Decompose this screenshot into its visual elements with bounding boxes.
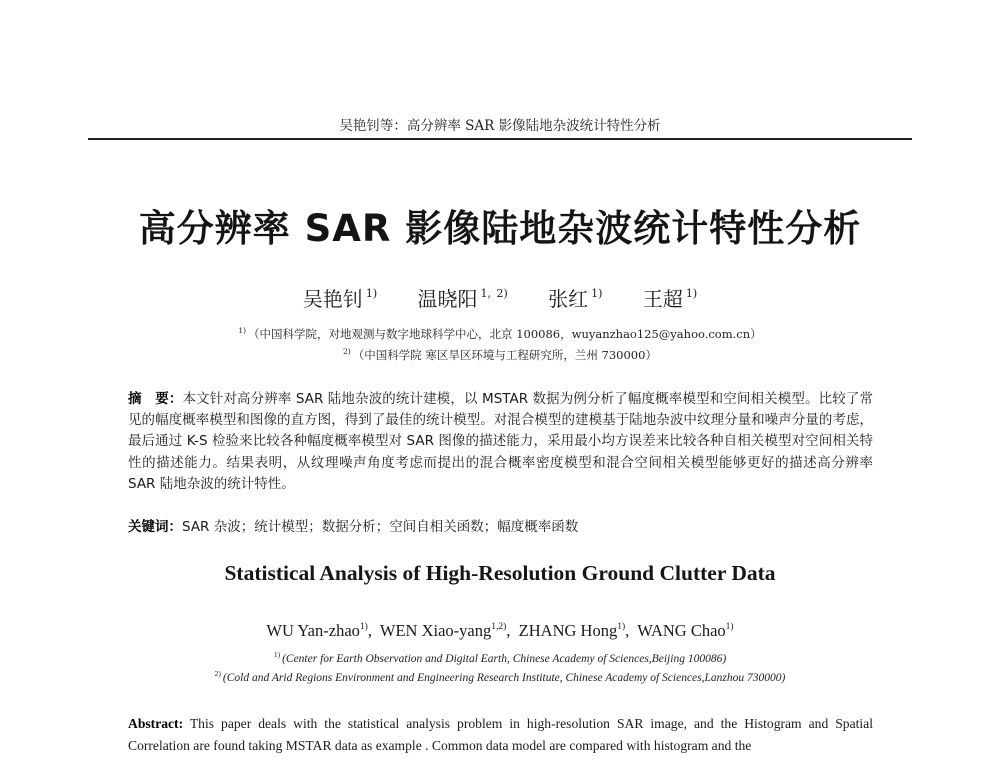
author-en-4: WANG Chao$^{1)}$ (637, 621, 734, 640)
abstract-en-label: Abstract: (128, 716, 184, 731)
abstract-english (128, 713, 873, 757)
author-cn-4: 王超 $^{1)}$ (642, 287, 698, 311)
affiliation-cn-1: $^{1)}$ （中国科学院，对地观测与数字地球科学中心，北京 100086，wuyanzhao125@yahoo.com.cn） (238, 326, 762, 341)
abstract-chinese (128, 389, 873, 495)
author-cn-3: 张红 $^{1)}$ (548, 287, 603, 311)
affiliation-en-1: $^{1)}$ (Center for Earth Observation and Digital Earth, Chinese Academy of Sciences,Beijing 100086) (273, 650, 727, 665)
affiliation-en-2: $^{2)}$ (Cold and Arid Regions Environment and Engineering Research Institute, Chinese Academy of Sciences,Lanzhou 730000) (214, 669, 786, 684)
author-en-1: WU Yan-zhao$^{1)}$ (266, 621, 368, 640)
authors-chinese (0, 283, 1000, 312)
header-rule (88, 138, 912, 140)
abstract-cn-text: 本文针对高分辨率 SAR 陆地杂波的统计建模，以 MSTAR 数据为例分析了幅度概率模型和空间相关模型。比较了常见的幅度概率模型和图像的直方图，得到了最佳的统计模型。对混合模型的建模基于陆地杂波中纹理分量和噪声分量的考虑，最后通过 K-S 检验来比较各种幅度概率模型对 SAR 图像的描述能力，采用最小均方误差来比较各种自相关模型对空间相关特性的描述能力。结果表明，从纹理噪声角度考虑而提出的混合概率密度模型和混合空间相关模型能够更好的描述高分辨率 SAR 陆地杂波的统计特性。 (128, 391, 873, 492)
abstract-cn-label: 摘 要： (128, 391, 183, 407)
running-head: 吴艳钊等：高分辨率 SAR 影像陆地杂波统计特性分析 (339, 118, 661, 134)
abstract-en-text: This paper deals with the statistical analysis problem in high-resolution SAR image, and the Histogram and Spatial Correlation are found taking MSTAR data as example . Common data model are compared with histogram and the (128, 716, 873, 753)
keywords-cn-text: SAR 杂波；统计模型；数据分析；空间自相关函数；幅度概率函数 (182, 519, 579, 535)
affiliation-cn-2: $^{2)}$ （中国科学院 寒区旱区环境与工程研究所，兰州 730000） (343, 347, 657, 362)
author-en-3: ZHANG Hong$^{1)}$ (518, 621, 626, 640)
author-cn-2: 温晓阳 $^{1, 2)}$ (417, 287, 508, 311)
author-cn-1: 吴艳钊 $^{1)}$ (302, 287, 378, 311)
title-chinese: 高分辨率 SAR 影像陆地杂波统计特性分析 (138, 207, 862, 250)
keywords-chinese (128, 515, 873, 535)
authors-english: WU Yan-zhao$^{1)}$, WEN Xiao-yang$^{1,2)}$, ZHANG Hong$^{1)}$, WANG Chao$^{1)}$ (266, 621, 734, 640)
author-en-2: WEN Xiao-yang$^{1,2)}$ (379, 621, 507, 640)
title-english: Statistical Analysis of High-Resolution Ground Clutter Data (224, 561, 776, 585)
keywords-cn-label: 关键词： (128, 519, 182, 535)
